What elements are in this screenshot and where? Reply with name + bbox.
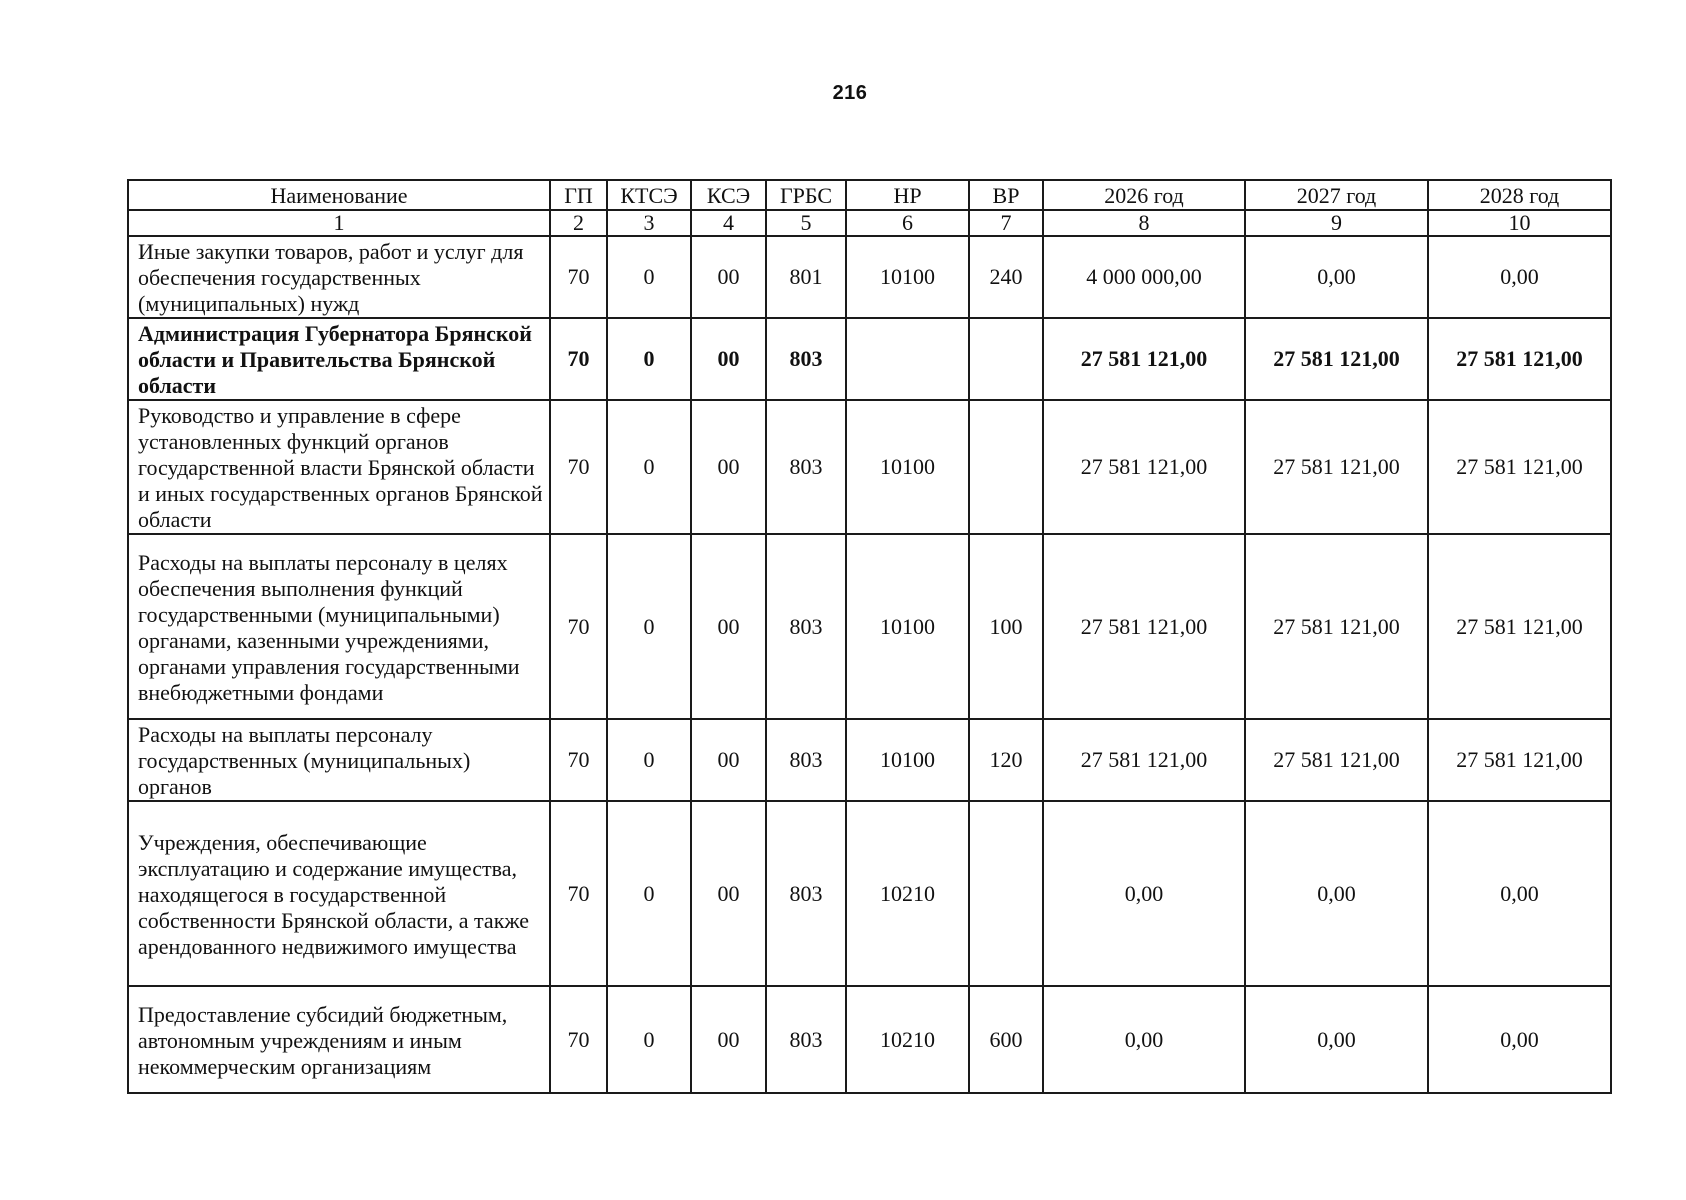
cell-2028: 0,00 [1428, 986, 1611, 1093]
cell-vr: 600 [969, 986, 1043, 1093]
cell-2027: 0,00 [1245, 986, 1428, 1093]
cell-2026: 27 581 121,00 [1043, 719, 1245, 801]
header-year-2027: 2027 год [1245, 180, 1428, 210]
cell-gp: 70 [550, 719, 607, 801]
budget-table [127, 179, 1612, 1094]
cell-gp: 70 [550, 534, 607, 719]
header-nr: НР [846, 180, 969, 210]
column-number-row [128, 210, 1611, 236]
cell-vr [969, 318, 1043, 400]
cell-gp: 70 [550, 318, 607, 400]
cell-2028: 27 581 121,00 [1428, 400, 1611, 534]
column-number: 9 [1245, 210, 1428, 236]
cell-vr: 120 [969, 719, 1043, 801]
cell-2027: 27 581 121,00 [1245, 400, 1428, 534]
cell-nr: 10100 [846, 236, 969, 318]
cell-nr: 10100 [846, 719, 969, 801]
cell-gp: 70 [550, 400, 607, 534]
cell-2027: 27 581 121,00 [1245, 534, 1428, 719]
header-row [128, 180, 1611, 210]
cell-2026: 27 581 121,00 [1043, 318, 1245, 400]
header-name: Наименование [128, 180, 550, 210]
column-number: 4 [691, 210, 766, 236]
header-year-2026: 2026 год [1043, 180, 1245, 210]
column-number: 3 [607, 210, 691, 236]
cell-ktse: 0 [607, 400, 691, 534]
cell-grbs: 803 [766, 986, 846, 1093]
cell-kse: 00 [691, 236, 766, 318]
cell-vr: 100 [969, 534, 1043, 719]
table-row [128, 801, 1611, 986]
table-row [128, 986, 1611, 1093]
cell-vr: 240 [969, 236, 1043, 318]
column-number: 1 [128, 210, 550, 236]
table-row [128, 236, 1611, 318]
cell-nr: 10100 [846, 534, 969, 719]
cell-grbs: 803 [766, 400, 846, 534]
cell-vr [969, 400, 1043, 534]
cell-nr [846, 318, 969, 400]
cell-grbs: 801 [766, 236, 846, 318]
cell-2026: 0,00 [1043, 801, 1245, 986]
column-number: 10 [1428, 210, 1611, 236]
cell-kse: 00 [691, 719, 766, 801]
cell-gp: 70 [550, 801, 607, 986]
header-grbs: ГРБС [766, 180, 846, 210]
column-number: 5 [766, 210, 846, 236]
row-name: Администрация Губернатора Брянской области и Правительства Брянской области [128, 318, 550, 400]
header-ktse: КТСЭ [607, 180, 691, 210]
cell-2027: 27 581 121,00 [1245, 719, 1428, 801]
table-row [128, 400, 1611, 534]
cell-ktse: 0 [607, 719, 691, 801]
cell-2028: 27 581 121,00 [1428, 318, 1611, 400]
cell-2026: 27 581 121,00 [1043, 534, 1245, 719]
column-number: 2 [550, 210, 607, 236]
header-kse: КСЭ [691, 180, 766, 210]
column-number: 8 [1043, 210, 1245, 236]
cell-2028: 27 581 121,00 [1428, 534, 1611, 719]
cell-nr: 10210 [846, 801, 969, 986]
cell-kse: 00 [691, 534, 766, 719]
cell-grbs: 803 [766, 719, 846, 801]
table-row [128, 318, 1611, 400]
cell-kse: 00 [691, 318, 766, 400]
cell-ktse: 0 [607, 534, 691, 719]
row-name: Расходы на выплаты персоналу в целях обеспечения выполнения функций государственными (муниципальными) органами, казенными учреждениями, органами управления государственными внебюджетными фондами [128, 534, 550, 719]
page-number: 216 [832, 82, 868, 104]
row-name: Учреждения, обеспечивающие эксплуатацию и содержание имущества, находящегося в государственной собственности Брянской области, а также арендованного недвижимого имущества [128, 801, 550, 986]
cell-2026: 0,00 [1043, 986, 1245, 1093]
cell-kse: 00 [691, 986, 766, 1093]
cell-2027: 0,00 [1245, 801, 1428, 986]
cell-gp: 70 [550, 986, 607, 1093]
cell-2026: 4 000 000,00 [1043, 236, 1245, 318]
column-number: 6 [846, 210, 969, 236]
cell-gp: 70 [550, 236, 607, 318]
header-year-2028: 2028 год [1428, 180, 1611, 210]
cell-2028: 0,00 [1428, 801, 1611, 986]
cell-ktse: 0 [607, 318, 691, 400]
cell-grbs: 803 [766, 534, 846, 719]
row-name: Руководство и управление в сфере установленных функций органов государственной власти Брянской области и иных государственных органов Брянской области [128, 400, 550, 534]
cell-grbs: 803 [766, 318, 846, 400]
header-gp: ГП [550, 180, 607, 210]
cell-kse: 00 [691, 801, 766, 986]
cell-ktse: 0 [607, 236, 691, 318]
cell-nr: 10100 [846, 400, 969, 534]
cell-2028: 0,00 [1428, 236, 1611, 318]
column-number: 7 [969, 210, 1043, 236]
cell-2027: 0,00 [1245, 236, 1428, 318]
table-row [128, 534, 1611, 719]
row-name: Расходы на выплаты персоналу государственных (муниципальных) органов [128, 719, 550, 801]
cell-2027: 27 581 121,00 [1245, 318, 1428, 400]
cell-grbs: 803 [766, 801, 846, 986]
cell-kse: 00 [691, 400, 766, 534]
cell-2028: 27 581 121,00 [1428, 719, 1611, 801]
cell-ktse: 0 [607, 801, 691, 986]
cell-vr [969, 801, 1043, 986]
header-vr: ВР [969, 180, 1043, 210]
table-row [128, 719, 1611, 801]
cell-ktse: 0 [607, 986, 691, 1093]
cell-2026: 27 581 121,00 [1043, 400, 1245, 534]
cell-nr: 10210 [846, 986, 969, 1093]
row-name: Предоставление субсидий бюджетным, автономным учреждениям и иным некоммерческим организациям [128, 986, 550, 1093]
row-name: Иные закупки товаров, работ и услуг для обеспечения государственных (муниципальных) нужд [128, 236, 550, 318]
